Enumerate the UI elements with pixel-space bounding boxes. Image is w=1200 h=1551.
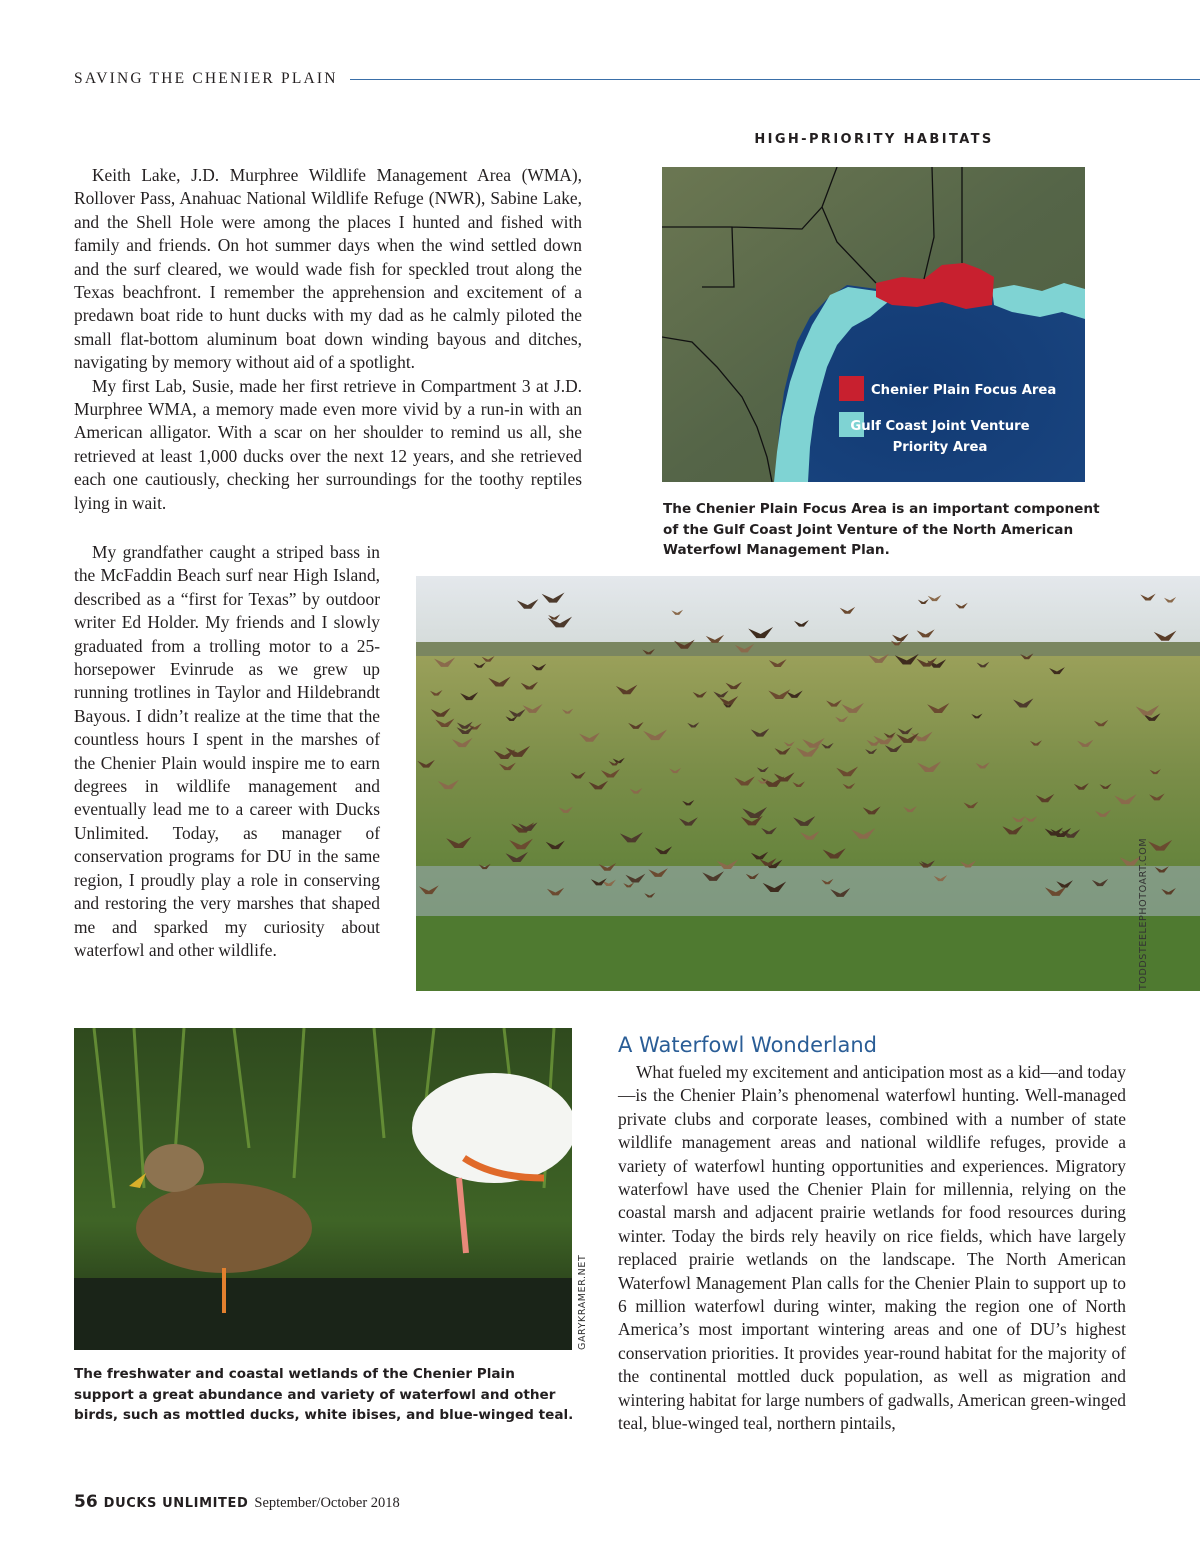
- article-column-2: [618, 1061, 1126, 1436]
- photo-grass-foreground: [416, 916, 1200, 991]
- page-footer: [74, 1492, 400, 1512]
- paragraph: What fueled my excitement and anticipation most as a kid—and today—is the Chenier Plain’s phenomenal waterfowl hunting. Well-managed private clubs and corporate leases, combined with a number of state wildlife management areas and national wildlife refuges, provide a variety of waterfowl hunting opportunities and experiences. Migratory waterfowl have used the Chenier Plain for millennia, relying on the coastal marsh and adjacent prairie wetlands for food resources during winter. Today the birds rely heavily on rice fields, which have largely replaced prairie wetlands on the landscape. The North American Waterfowl Management Plan calls for the Chenier Plain to support up to 6 million waterfowl during winter, making the region one of North America’s most important wintering areas and one of DU’s highest conservation priorities. It provides year-round habitat for the majority of the continental mottled duck population, as well as migration and wintering habitat for large numbers of gadwalls, American green-winged teal, blue-winged teal, northern pintails,: [618, 1062, 1126, 1434]
- magazine-name: DUCKS UNLIMITED: [103, 1496, 249, 1511]
- article-column-1: [74, 164, 582, 515]
- white-ibis-body: [412, 1073, 572, 1183]
- map-title: HIGH-PRIORITY HABITATS: [754, 132, 994, 147]
- map-graphic: [662, 167, 1085, 482]
- article-column-1-narrow: [74, 541, 380, 962]
- photo-credit-ibis: GARYKRAMER.NET: [577, 1254, 588, 1350]
- legend-swatch-focus: [839, 376, 864, 401]
- section-title: SAVING THE CHENIER PLAIN: [74, 70, 338, 87]
- mottled-duck-head: [144, 1144, 204, 1192]
- legend-priority-label-1: Gulf Coast Joint Venture: [850, 419, 1030, 434]
- legend-focus-label: Chenier Plain Focus Area: [871, 383, 1057, 398]
- ibis-caption: The freshwater and coastal wetlands of the Chenier Plain support a great abundance and variety of waterfowl and other birds, such as mottled ducks, white ibises, and blue-winged teal.: [74, 1366, 574, 1423]
- photo-water: [74, 1278, 572, 1350]
- issue-date: September/October 2018: [254, 1495, 400, 1511]
- duck-flock-graphic: [416, 576, 1200, 991]
- ibis-graphic: [74, 1028, 572, 1350]
- header-rule: [350, 79, 1200, 80]
- photo-water: [416, 866, 1200, 921]
- paragraph: Keith Lake, J.D. Murphree Wildlife Management Area (WMA), Rollover Pass, Anahuac National Wildlife Refuge (NWR), Sabine Lake, and the Shell Hole were among the places I hunted and fished with family and friends. On hot summer days when the wind settled down and the surf cleared, we would wade fish for speckled trout along the Texas beachfront. I remember the apprehension and excitement of a predawn boat ride to hunt ducks with my dad as he calmly piloted the small flat-bottom aluminum boat down winding bayous and ditches, navigating by memory without aid of a spotlight.: [74, 165, 582, 373]
- paragraph: My grandfather caught a striped bass in the McFaddin Beach surf near High Island, described as a “first for Texas” by outdoor writer Ed Holder. My friends and I slowly graduated from a trolling motor to a 25-horsepower Evinrude as we grew up running trotlines in Taylor and Hildebrandt Bayous. I didn’t realize at the time that the countless hours I spent in the marshes of the Chenier Plain would inspire me to earn degrees in wildlife management and eventually lead me to a career with Ducks Unlimited. Today, as manager of conservation programs for DU in the same region, I proudly play a role in conserving and restoring the very marshes that shaped me and sparked my curiosity about waterfowl and other wildlife.: [74, 542, 380, 960]
- duck-flock-photo: [416, 576, 1200, 991]
- habitat-map: [662, 167, 1085, 482]
- page-number: 56: [74, 1492, 98, 1512]
- paragraph: My first Lab, Susie, made her first retrieve in Compartment 3 at J.D. Murphree WMA, a memory made even more vivid by a run-in with an American alligator. With a scar on her shoulder to remind us all, she retrieved at least 1,000 ducks over the next 12 years, and she retrieved each one cautiously, checking her surroundings for the toothy reptiles lying in wait.: [74, 375, 582, 513]
- legend-priority-label-2: Priority Area: [892, 440, 988, 455]
- map-caption: The Chenier Plain Focus Area is an important component of the Gulf Coast Joint Venture of the North American Waterfowl Management Plan.: [663, 501, 1100, 558]
- mottled-duck-body: [136, 1183, 312, 1273]
- mottled-duck-ibis-photo: [74, 1028, 572, 1350]
- photo-credit-ducks: TODDSTEELEPHOTOART.COM: [1138, 837, 1149, 990]
- section-subhead: A Waterfowl Wonderland: [618, 1033, 877, 1057]
